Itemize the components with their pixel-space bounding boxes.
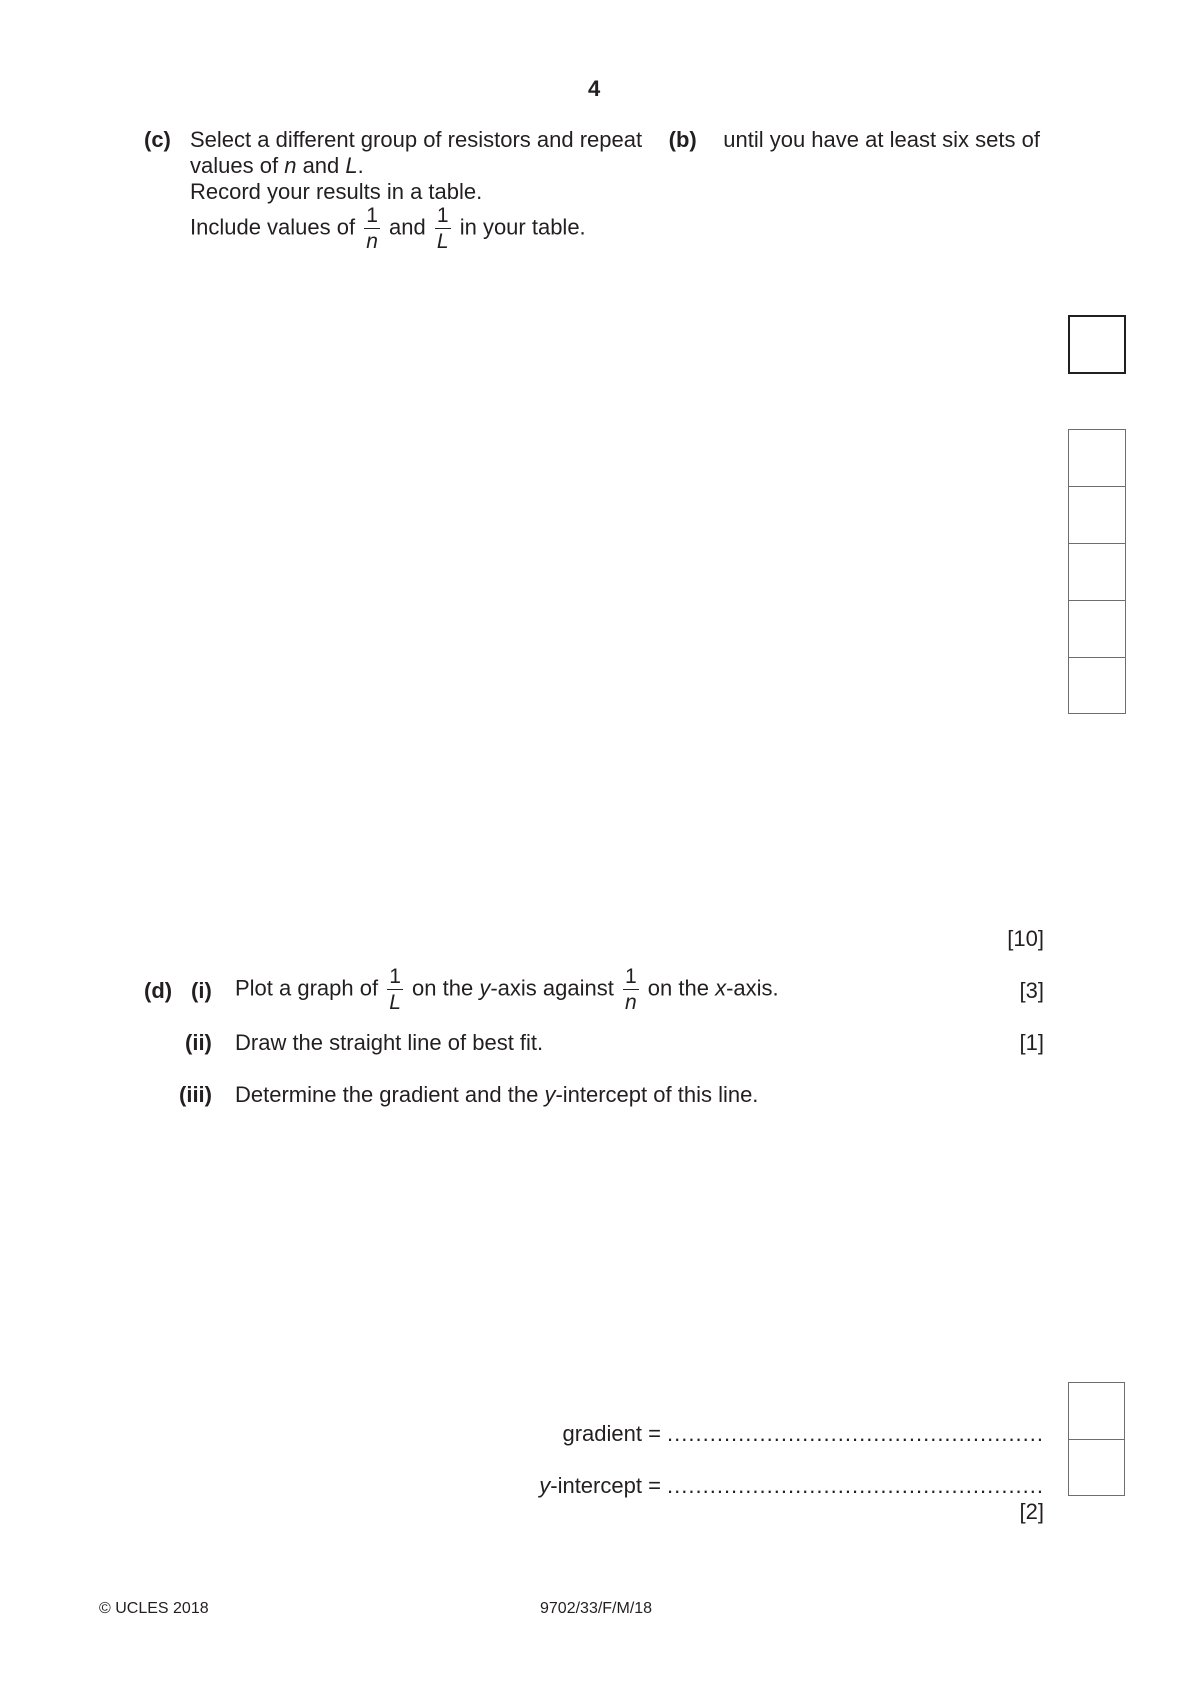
fraction-denominator: n — [366, 230, 378, 253]
examiner-box-d-2 — [1068, 1439, 1125, 1496]
part-c-line-1 — [190, 127, 1040, 153]
part-c-ref-b: (b) — [668, 127, 697, 152]
fraction-one-over-L — [387, 966, 403, 1013]
examiner-box-c-4 — [1068, 600, 1126, 658]
fraction-numerator: 1 — [366, 204, 378, 227]
gradient-label: gradient = — [562, 1421, 661, 1446]
part-d-i-marks: [3] — [1019, 978, 1044, 1003]
fraction-numerator: 1 — [389, 965, 401, 988]
part-c-line-4 — [190, 205, 586, 252]
part-d-iii-text — [235, 1082, 758, 1108]
fraction-one-over-n — [623, 966, 639, 1013]
fraction-denominator: L — [389, 991, 401, 1014]
part-d-i-text-d: on the — [647, 975, 709, 1001]
part-d-ii-marks: [1] — [1019, 1030, 1044, 1055]
var-y: y — [544, 1082, 556, 1107]
var-L: L — [345, 153, 358, 178]
part-d-i-text-b: on the — [412, 975, 474, 1001]
examiner-box-d-1 — [1068, 1382, 1125, 1440]
var-n: n — [284, 153, 297, 178]
part-d-ii-text: Draw the straight line of best fit. — [235, 1030, 544, 1055]
examiner-box-c-total — [1068, 315, 1126, 374]
part-c-line-1-end: until you have at least six sets of — [723, 127, 1040, 152]
footer-copyright: © UCLES 2018 — [99, 1600, 209, 1617]
intercept-answer-line[interactable] — [539, 1473, 1044, 1499]
part-d-ii-label: (ii) — [185, 1030, 212, 1055]
var-x: x — [715, 975, 727, 1001]
page-number: 4 — [588, 76, 601, 101]
var-y: y — [539, 1473, 551, 1498]
part-c-line-3: Record your results in a table. — [190, 179, 483, 204]
examiner-box-c-5 — [1068, 657, 1126, 714]
part-d-i-text-c: -axis against — [490, 975, 614, 1001]
part-c-period: . — [357, 153, 364, 178]
gradient-answer-line[interactable] — [562, 1421, 1044, 1447]
examiner-box-c-2 — [1068, 486, 1126, 544]
part-d-iii-marks: [2] — [1019, 1499, 1044, 1524]
footer-code: 9702/33/F/M/18 — [540, 1600, 653, 1617]
part-d-i-text-a: Plot a graph of — [235, 975, 379, 1001]
part-c-line-1-start: Select a different group of resistors and repeat — [190, 127, 643, 152]
part-c-line-2-text: values of — [190, 153, 279, 178]
fraction-denominator: n — [624, 991, 637, 1014]
part-c-marks: [10] — [1007, 926, 1044, 951]
part-d-i-text-e: -axis. — [726, 975, 779, 1001]
examiner-box-c-1 — [1068, 429, 1126, 487]
part-d-i-text — [235, 966, 779, 1013]
part-d-label: (d) — [144, 978, 173, 1003]
part-c-and: and — [302, 153, 340, 178]
part-c-line-4-text: Include values of — [190, 214, 356, 240]
examiner-box-c-3 — [1068, 543, 1126, 601]
part-d-iii-text-b: -intercept of this line. — [555, 1082, 759, 1107]
var-y: y — [479, 975, 491, 1001]
part-c-line-4-and: and — [389, 214, 426, 240]
intercept-label: -intercept = — [550, 1473, 661, 1498]
gradient-dots[interactable]: ..................................................... — [667, 1421, 1044, 1446]
fraction-one-over-n — [364, 205, 380, 252]
fraction-one-over-L — [435, 205, 451, 252]
intercept-dots[interactable]: ..................................................... — [667, 1473, 1044, 1498]
part-c-line-4-end: in your table. — [459, 214, 586, 240]
fraction-numerator: 1 — [624, 965, 637, 988]
fraction-numerator: 1 — [436, 204, 449, 227]
fraction-denominator: L — [436, 230, 449, 253]
part-c-label: (c) — [144, 127, 171, 152]
part-d-iii-label: (iii) — [179, 1082, 212, 1107]
part-c-line-2 — [190, 153, 364, 179]
part-d-i-label: (i) — [191, 978, 212, 1003]
part-d-iii-text-a: Determine the gradient and the — [235, 1082, 539, 1107]
